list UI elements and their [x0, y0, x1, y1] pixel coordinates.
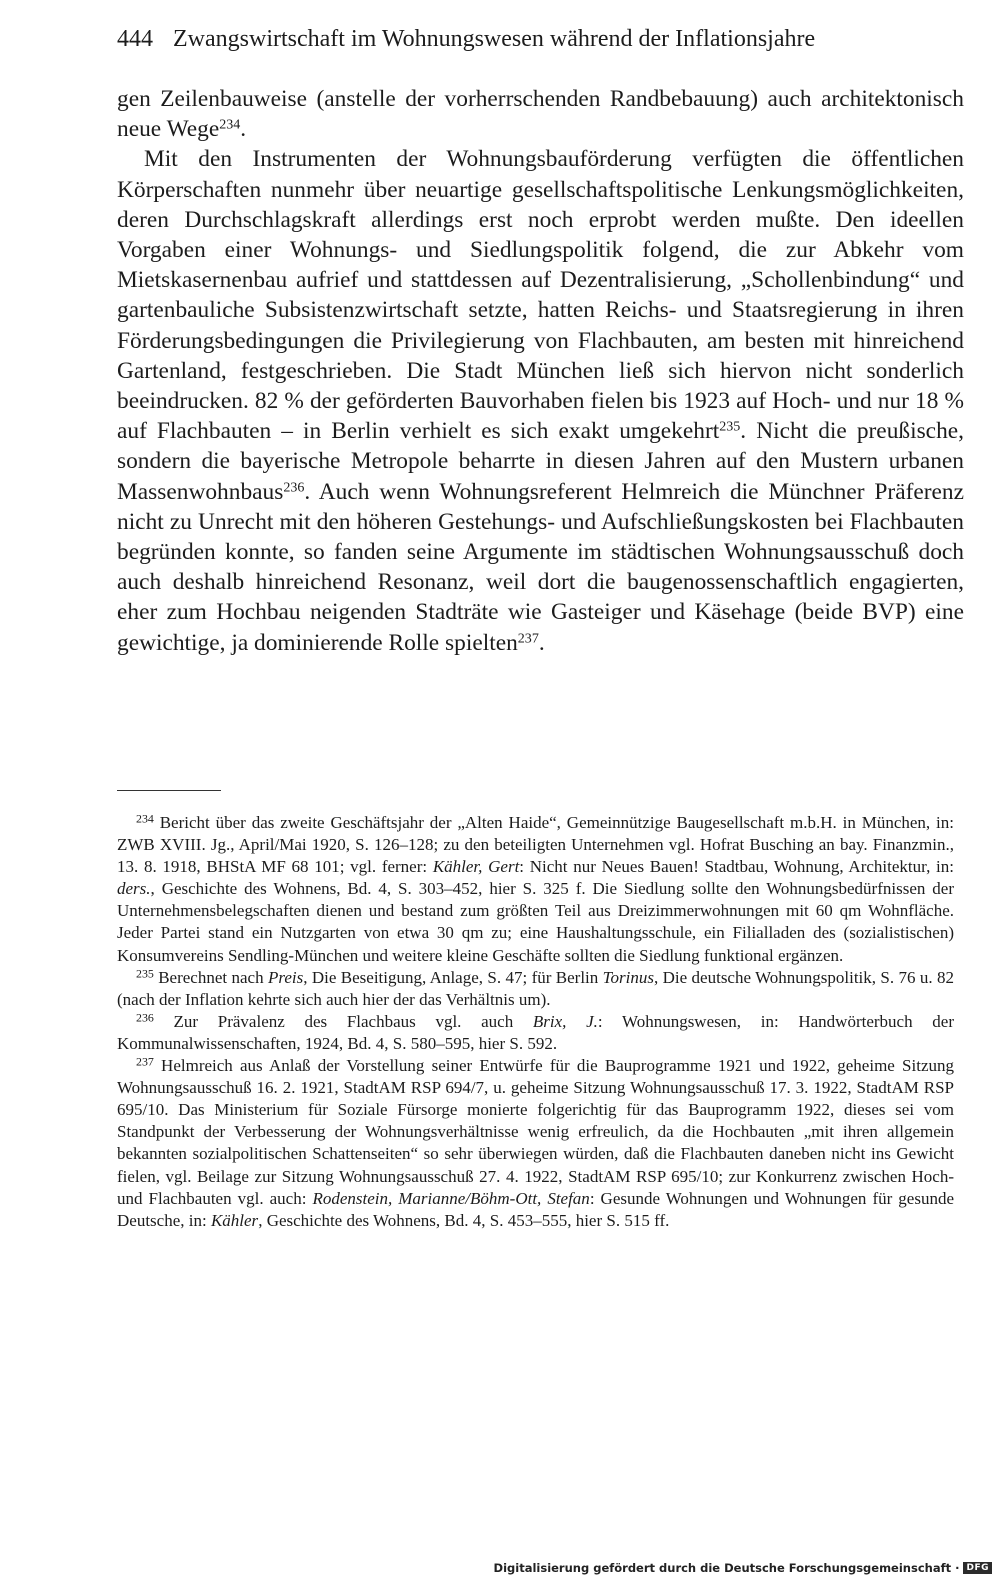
digitization-footer	[494, 1558, 992, 1578]
paragraph: Mit den Instrumenten der Wohnungsbauförderung verfügten die öffentlichen Körperschaften nunmehr über neuartige gesellschaftspolitische Lenkungsmöglichkeiten, deren Durchschlagskraft allerdings erst noch erprobt werden mußte. Den ideellen Vorgaben einer Wohnungs- und Siedlungspolitik folgend, die zur Abkehr vom Mietskasernenbau aufrief und stattdessen auf Dezentralisierung, „Schollenbindung“ und gartenbauliche Subsistenzwirtschaft setzte, hatten Reichs- und Staatsregierung in ihren Förderungsbedingungen die Privilegierung von Flachbauten, am besten mit hinreichend Gartenland, festgeschrieben. Die Stadt München ließ sich hiervon nicht sonderlich beeindrucken. 82 % der geförderten Bauvorhaben fielen bis 1923 auf Hoch- und nur 18 % auf Flachbauten – in Berlin verhielt es sich exakt umgekehrt$^{235}$. Nicht die preußische, sondern die bayerische Metropole beharrte in diesen Jahren auf den Mustern urbanen Massenwohnbaus$^{236}$. Auch wenn Wohnungsreferent Helmreich die Münchner Präferenz nicht zu Unrecht mit den höheren Gestehungs- und Aufschließungskosten bei Flachbauten begründen konnte, so fanden seine Argumente im städtischen Wohnungsausschuß doch auch deshalb hinreichend Resonanz, weil dort die baugenossenschaftlich engagierten, eher zum Hochbau neigenden Stadträte wie Gasteiger und Käsehage (beide BVP) eine gewichtige, ja dominierende Rolle spielten$^{237}$.	[117, 146, 964, 656]
footnote: $^{234}$ Bericht über das zweite Geschäftsjahr der „Alten Haide“, Gemeinnützige Baugesellschaft m.b.H. in München, in: ZWB XVIII. Jg., April/Mai 1920, S. 126–128; zu den beteiligten Unternehmen vgl. Hofrat Busching an bay. Finanzmin., 13. 8. 1918, BHStA MF 68 101; vgl. ferner: Kähler, Gert: Nicht nur Neues Bauen! Stadtbau, Wohnung, Architektur, in: ders., Geschichte des Wohnens, Bd. 4, S. 303–452, hier S. 325 f. Die Siedlung sollte den Wohnungsbedürfnissen der Unternehmensbelegschaften dienen und bestand zum größten Teil aus Dreizimmerwohnungen mit 60 qm Wohnfläche. Jeder Partei stand ein Nutzgarten von etwa 30 qm zu; eine Haushaltungsschule, ein Filialladen des (sozialistischen) Konsumvereins Sendling-München und weitere kleine Geschäfte sollten die Siedlung funktional ergänzen.	[117, 811, 954, 965]
footnotes	[117, 812, 954, 1232]
footnote: $^{236}$ Zur Prävalenz des Flachbaus vgl. auch Brix, J.: Wohnungswesen, in: Handwörterbuch der Kommunalwissenschaften, 1924, Bd. 4, S. 580–595, hier S. 592.	[117, 1010, 954, 1053]
footnote: $^{235}$ Berechnet nach Preis, Die Beseitigung, Anlage, S. 47; für Berlin Torinus, Die deutsche Wohnungspolitik, S. 76 u. 82 (nach der Inflation kehrte sich auch hier der das Verhältnis um).	[117, 966, 954, 1009]
running-header	[117, 22, 887, 56]
footnote-number: 235	[136, 966, 154, 981]
footnote-ref[interactable]: 236	[283, 478, 305, 495]
footnote-divider	[117, 790, 221, 791]
footnote-ref[interactable]: 234	[219, 116, 241, 133]
footnote: $^{237}$ Helmreich aus Anlaß der Vorstellung seiner Entwürfe für die Bauprogramme 1921 und 1922, geheime Sitzung Wohnungsausschuß 16. 2. 1921, StadtAM RSP 694/7, u. geheime Sitzung Wohnungsausschuß 17. 3. 1922, StadtAM RSP 695/10. Das Ministerium für Soziale Fürsorge monierte folgerichtig für das Bauprogramm 1922, dieses sei vom Standpunkt der Verbesserung der Wohnungsverhältnisse wenig erfreulich, da die Hochbauten „mit ihren allgemein bekannten sozialpolitischen Schattenseiten“ so sehr überwiegen würden, daß die Flachbauten daneben nicht ins Gewicht fielen, vgl. Beilage zur Sitzung Wohnungsausschuß 27. 4. 1922, StadtAM RSP 695/10; zur Konkurrenz zwischen Hoch- und Flachbauten vgl. auch: Rodenstein, Marianne/Böhm-Ott, Stefan: Gesunde Wohnungen und Wohnungen für gesunde Deutsche, in: Kähler, Geschichte des Wohnens, Bd. 4, S. 453–555, hier S. 515 ff.	[117, 1054, 954, 1230]
footer-text: Digitalisierung gefördert durch die Deutsche Forschungsgemeinschaft ·	[493, 1561, 960, 1575]
footnote-number: 234	[136, 811, 154, 826]
footnote-number: 237	[136, 1054, 154, 1069]
footnote-number: 236	[136, 1010, 154, 1025]
dfg-logo-icon: DFG	[963, 1562, 992, 1574]
page-number: 444	[117, 26, 153, 52]
footnote-ref[interactable]: 235	[719, 418, 741, 435]
paragraph: gen Zeilenbauweise (anstelle der vorherrschenden Randbebauung) auch architektonisch neue Wege$^{234}$.	[117, 86, 964, 143]
footnote-ref[interactable]: 237	[517, 629, 539, 646]
running-title: Zwangswirtschaft im Wohnungswesen während der Inflationsjahre	[173, 26, 816, 52]
main-text	[117, 84, 964, 658]
